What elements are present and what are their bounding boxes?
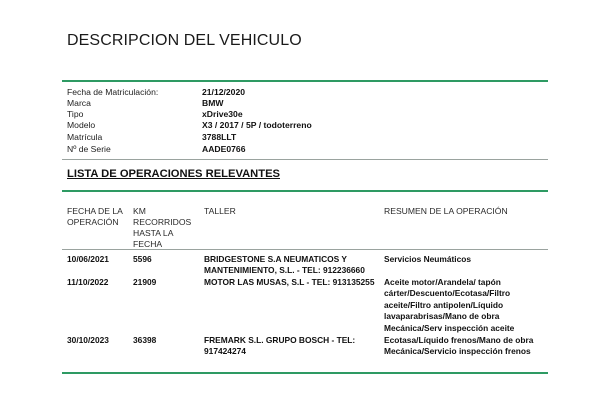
row-date: 10/06/2021 [67, 254, 109, 264]
header-km-line-4: FECHA [133, 239, 163, 249]
row-summary-line: aceite/Filtro antipolen/Líquido [384, 299, 504, 310]
row-summary-line: Aceite motor/Arandela/ tapón [384, 277, 501, 287]
operations-top-rule [62, 190, 548, 192]
row-workshop [204, 335, 355, 358]
page-title: DESCRIPCION DEL VEHICULO [67, 32, 302, 49]
field-value-model: X3 / 2017 / 5P / todoterreno [202, 120, 312, 130]
field-label-type: Tipo [67, 109, 84, 119]
header-km-line-1: KM [133, 206, 146, 216]
row-km: 36398 [133, 335, 157, 345]
row-workshop-line: FREMARK S.L. GRUPO BOSCH - TEL: [204, 335, 356, 345]
row-summary-line: Servicios Neumáticos [384, 254, 472, 264]
header-workshop: TALLER [204, 206, 236, 216]
row-workshop-line: 917424274 [204, 346, 246, 357]
row-workshop-line: MANTENIMIENTO, S.L. - TEL: 912236660 [204, 265, 365, 276]
row-summary-line: Ecotasa/Líquido frenos/Mano de obra [384, 335, 534, 345]
operations-section-title: LISTA DE OPERACIONES RELEVANTES [67, 168, 280, 180]
header-date-line-1: FECHA DE LA [67, 206, 123, 216]
row-km: 5596 [133, 254, 152, 264]
header-km-line-3: HASTA LA [133, 228, 174, 238]
row-summary-line: lavaparabrisas/Mano de obra [384, 311, 500, 322]
row-summary-line: cárter/Descuento/Ecotasa/Filtro [384, 288, 511, 299]
header-date [67, 206, 123, 228]
row-date: 11/10/2022 [67, 277, 109, 287]
header-summary: RESUMEN DE LA OPERACIÓN [384, 206, 508, 216]
field-label-registration-date: Fecha de Matriculación: [67, 87, 159, 97]
field-label-serial: Nº de Serie [67, 144, 111, 154]
field-label-brand: Marca [67, 98, 91, 108]
field-value-type: xDrive30e [202, 109, 243, 119]
row-workshop [204, 254, 365, 277]
field-value-plate: 3788LLT [202, 132, 237, 142]
row-summary [384, 277, 514, 334]
row-workshop-line: BRIDGESTONE S.A NEUMATICOS Y [204, 254, 348, 264]
row-km: 21909 [133, 277, 157, 287]
field-label-model: Modelo [67, 120, 96, 130]
field-value-serial: AADE0766 [202, 144, 246, 154]
field-label-plate: Matrícula [67, 132, 103, 142]
row-summary-line: Mecánica/Serv inspección aceite [384, 322, 515, 333]
row-date: 30/10/2023 [67, 335, 109, 345]
row-summary [384, 254, 471, 265]
vehicle-bottom-rule [62, 159, 548, 160]
field-value-registration-date: 21/12/2020 [202, 87, 246, 97]
header-km [133, 206, 191, 250]
row-summary-line: Mecánica/Servicio inspección frenos [384, 346, 531, 357]
operations-bottom-rule [62, 372, 548, 374]
row-workshop [204, 277, 375, 288]
row-summary [384, 335, 533, 358]
vehicle-top-rule [62, 80, 548, 82]
header-km-line-2: RECORRIDOS [133, 217, 192, 227]
header-date-line-2: OPERACIÓN [67, 217, 119, 227]
field-value-brand: BMW [202, 98, 224, 108]
row-workshop-line: MOTOR LAS MUSAS, S.L - TEL: 913135255 [204, 277, 375, 287]
operations-header-rule [62, 249, 548, 250]
